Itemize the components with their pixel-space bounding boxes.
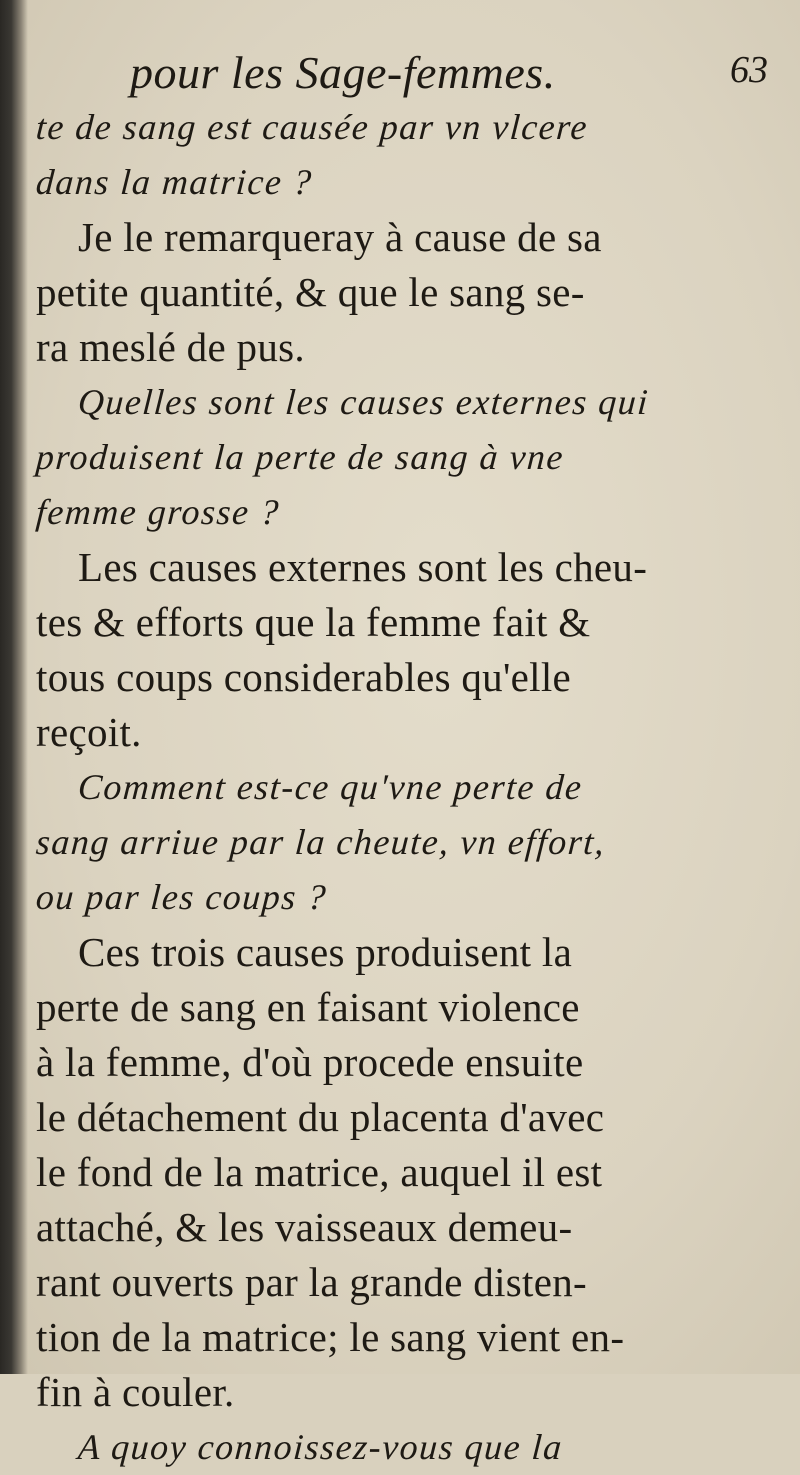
text-line: à la femme, d'où procede ensuite xyxy=(36,1039,584,1085)
text-line: Quelles sont les causes externes qui xyxy=(76,382,651,422)
text-line: produisent la perte de sang à vne xyxy=(34,437,566,477)
text-line: fin à couler. xyxy=(36,1369,235,1415)
text-line: A quoy connoissez-vous que la xyxy=(76,1427,565,1467)
text-line: Les causes externes sont les cheu- xyxy=(78,544,648,590)
text-line: tes & efforts que la femme fait & xyxy=(36,599,591,645)
text-line: sang arriue par la cheute, vn effort, xyxy=(34,822,607,862)
text-line: reçoit. xyxy=(36,709,142,755)
text-line: perte de sang en faisant violence xyxy=(36,984,580,1030)
text-line: le détachement du placenta d'avec xyxy=(36,1094,605,1140)
text-line: tion de la matrice; le sang vient en- xyxy=(36,1314,625,1360)
text-line: rant ouverts par la grande disten- xyxy=(36,1259,587,1305)
book-spine-shadow xyxy=(0,0,28,1374)
page-header xyxy=(40,36,778,102)
text-line: attaché, & les vaisseaux demeu- xyxy=(36,1204,573,1250)
text-line: ra meslé de pus. xyxy=(36,324,305,370)
text-line: Comment est-ce qu'vne perte de xyxy=(76,767,584,807)
text-line: dans la matrice ? xyxy=(34,162,314,202)
text-line: te de sang est causée par vn vlcere xyxy=(34,107,590,147)
text-line: Ces trois causes produisent la xyxy=(78,929,573,975)
text-line: le fond de la matrice, auquel il est xyxy=(36,1149,603,1195)
body-text xyxy=(36,100,776,1475)
page-number: 63 xyxy=(730,49,768,91)
text-line: femme grosse ? xyxy=(34,492,282,532)
text-line: petite quantité, & que le sang se- xyxy=(36,269,585,315)
text-line: tous coups considerables qu'elle xyxy=(36,654,572,700)
running-head: pour les Sage-femmes. xyxy=(130,47,556,98)
text-line: ou par les coups ? xyxy=(34,877,329,917)
text-line: Je le remarqueray à cause de sa xyxy=(78,214,602,260)
